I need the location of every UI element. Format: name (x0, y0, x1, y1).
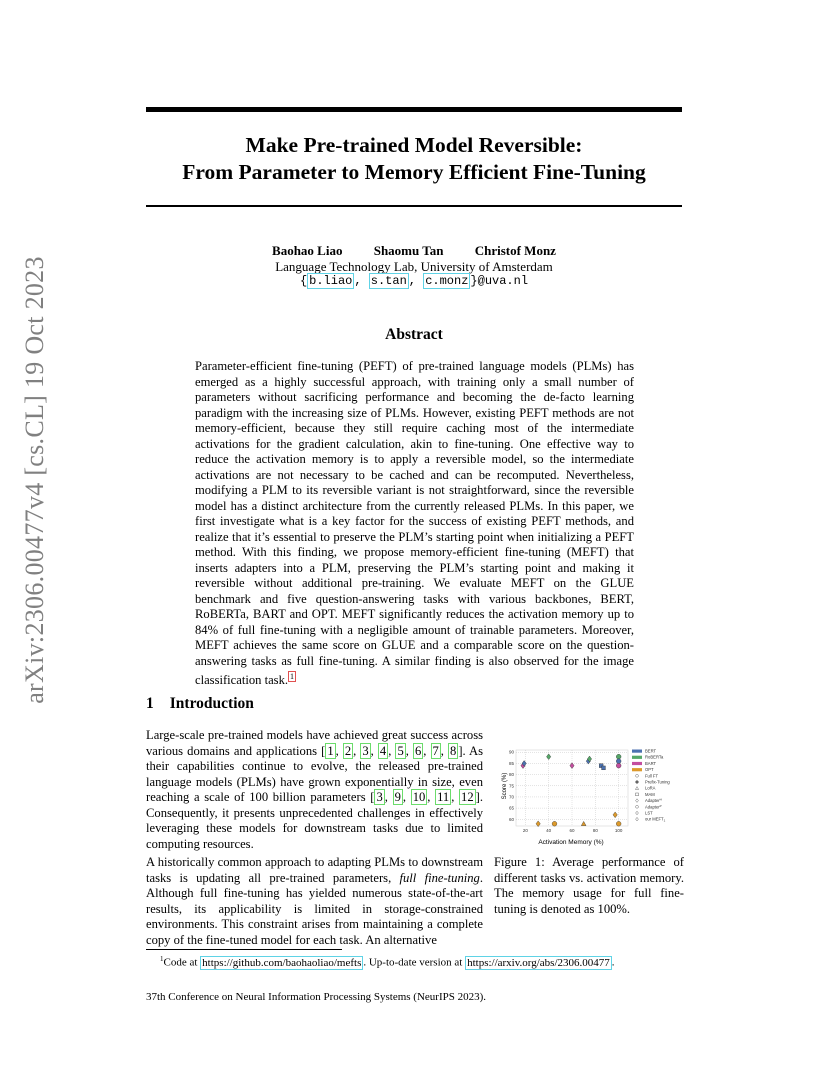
citation-link[interactable]: 9 (394, 790, 401, 804)
data-point (570, 763, 574, 769)
legend-swatch (632, 750, 642, 753)
citation-link[interactable]: 3 (362, 743, 369, 758)
author-names (146, 243, 682, 259)
legend-marker (635, 787, 638, 790)
affiliation: Language Technology Lab, University of Amsterdam (275, 258, 553, 274)
email-link[interactable]: c.monz (425, 274, 469, 288)
intro-paragraph-1: Large-scale pre-trained models have achieved great success across various domains and applications [ 1 , 2 , 3 , 4 , 5 , 6 , 7 , 8 ]. As their capabilities continue to evolve, the released pre-trained language models (PLMs) have grown exponentially in size, even reaching a scale of 100 billion parameters [ 3 , 9 , 10 , 11 , 12 ]. Consequently, it presents unprecedented challenges in effectively leveraging these models for downstream tasks due to limited computing resources. (146, 728, 484, 851)
arxiv-sidebar-stamp: arXiv:2306.00477v4 [cs.CL] 19 Oct 2023 (20, 256, 49, 704)
email-link[interactable]: b.liao (309, 274, 353, 288)
y-tick-label: 60 (508, 816, 514, 822)
x-axis-label: Activation Memory (%) (538, 839, 604, 846)
data-point (552, 821, 557, 826)
title-bottom-rule (146, 205, 682, 207)
footnote-rule (146, 949, 342, 950)
author-block (146, 243, 682, 290)
title-line-2: From Parameter to Memory Efficient Fine-Tuning (182, 160, 646, 184)
author-name: Christof Monz (474, 243, 556, 258)
legend-marker (636, 811, 639, 815)
code-link[interactable]: https://github.com/baohaoliao/mefts (202, 956, 362, 969)
legend-label: Adapter$^H$ (645, 797, 662, 804)
data-point (547, 754, 551, 760)
y-tick-label: 70 (508, 794, 514, 800)
citation-link[interactable]: 1 (327, 743, 334, 758)
legend-label: BART (645, 760, 657, 766)
legend-marker (636, 793, 639, 796)
citation-link[interactable]: 12 (461, 790, 474, 804)
citation-link[interactable]: 2 (344, 743, 352, 758)
x-tick-label: 20 (522, 828, 528, 833)
author-name: Shaomu Tan (373, 243, 444, 258)
data-point (616, 759, 621, 764)
x-tick-label: 60 (569, 828, 575, 833)
legend-label: Adapter$^P$ (645, 803, 662, 810)
legend-marker (636, 781, 639, 784)
citation-link[interactable]: 11 (437, 790, 450, 804)
y-axis-label: Score (%) (502, 772, 508, 800)
legend-marker (636, 799, 639, 803)
x-tick-label: 100 (614, 828, 623, 833)
legend-label: our $MEFT_1$ (645, 816, 666, 823)
legend-label: RoBERTa (645, 754, 664, 760)
y-tick-label: 90 (508, 749, 514, 755)
abstract-body: Parameter-efficient fine-tuning (PEFT) of pre-trained language models (PLMs) has emerged as a highly successful approach, with training only a small number of parameters without sacrificing performance and becoming the de-facto learning paradigm with the increasing size of PLMs. However, existing PEFT methods are not memory-efficient, because they still require caching most of the intermediate activations for the gradient calculation, akin to fine-tuning. One effective way to reduce the activation memory is to apply a reversible model, so the intermediate activations are not necessary to be cached and can be recomputed. Nevertheless, modifying a PLM to its reversible variant is not straightforward, since the reversible model has a distinct architecture from the currently released PLMs. In this paper, we first investigate what is a key factor for the success of existing PEFT methods, and realize that it’s essential to preserve the PLM’s starting point when initializing a PEFT method. With this finding, we propose memory-efficient fine-tuning (MEFT) that inserts adapters into a PLM, preserving the PLM’s starting point and making it reversible without additional pre-training. We evaluate MEFT on the GLUE benchmark and five question-answering tasks with various backbones, BERT, RoBERTa, BART and OPT. MEFT significantly reduces the activation memory up to 84% of full fine-tuning with a negligible amount of trainable parameters. Moreover, MEFT achieves the same score on GLUE and a comparable score on the question-answering tasks as full fine-tuning. A similar finding is also observed for the image classification task. $^1$ (195, 359, 634, 688)
legend-marker (636, 774, 639, 777)
legend-marker (636, 817, 639, 821)
arxiv-link[interactable]: https://arxiv.org/abs/2306.00477 (467, 956, 610, 969)
figure-1-scatter-chart (494, 744, 686, 850)
figure-1-caption: Figure 1: Average performance of different tasks vs. activation memory. The memory usage for full fine-tuning is denoted as 100%. (494, 855, 684, 916)
legend-swatch (632, 762, 642, 765)
legend-label: MAM (645, 791, 655, 797)
venue-line: 37th Conference on Neural Information Processing Systems (NeurIPS 2023). (146, 991, 487, 1003)
legend-label: Prefix-Tuning (645, 779, 670, 785)
data-point (616, 763, 621, 768)
citation-link[interactable]: 3 (376, 790, 383, 804)
abstract-heading: Abstract (385, 326, 443, 343)
paper-title (146, 132, 682, 186)
data-point (613, 812, 617, 818)
legend-label: Full FT (645, 773, 659, 779)
title-top-rule (146, 107, 682, 112)
legend-label: LST (645, 810, 653, 816)
citation-link[interactable]: 7 (432, 743, 439, 758)
intro-paragraph-2: A historically common approach to adapting PLMs to downstream tasks is updating all pre-trained parameters, full fine-tuning. Although full fine-tuning has yielded numerous state-of-the-art results, its applicability is limited in storage-constrained environments. This constraint arises from maintaining a complete copy of the fine-tuned model for each task. An alternative (146, 855, 484, 947)
citation-link[interactable]: 8 (450, 743, 457, 758)
x-tick-label: 40 (546, 828, 552, 833)
y-tick-label: 85 (508, 760, 514, 766)
legend-label: OPT (645, 767, 654, 773)
data-point (616, 754, 621, 759)
y-tick-label: 65 (508, 805, 514, 811)
x-tick-label: 80 (592, 828, 598, 833)
y-tick-label: 75 (508, 783, 514, 789)
footnote: $^1$Code at https://github.com/baohaoliao/mefts . Up-to-date version at https://arxiv.org/abs/2306.00477 . (160, 955, 615, 969)
data-point (602, 766, 606, 770)
title-line-1: Make Pre-trained Model Reversible: (245, 133, 583, 157)
legend-label: LoRA (645, 785, 656, 791)
author-name: Baohao Liao (272, 243, 343, 258)
footnote-marker[interactable]: 1 (290, 672, 295, 681)
data-point (616, 821, 621, 826)
email-line: { b.liao , s.tan , c.monz }@uva.nl (299, 274, 529, 288)
citation-link[interactable]: 5 (397, 743, 404, 758)
section-heading-introduction: 1 Introduction (146, 695, 254, 712)
y-tick-label: 80 (508, 772, 514, 778)
citation-link[interactable]: 6 (414, 743, 422, 758)
citation-link[interactable]: 10 (412, 790, 426, 804)
legend-marker (636, 805, 639, 808)
legend-label: BERT (645, 748, 657, 754)
legend-swatch (632, 756, 642, 759)
data-point (581, 821, 586, 825)
email-link[interactable]: s.tan (370, 274, 407, 288)
legend-swatch (632, 768, 642, 771)
citation-link[interactable]: 4 (379, 743, 387, 758)
